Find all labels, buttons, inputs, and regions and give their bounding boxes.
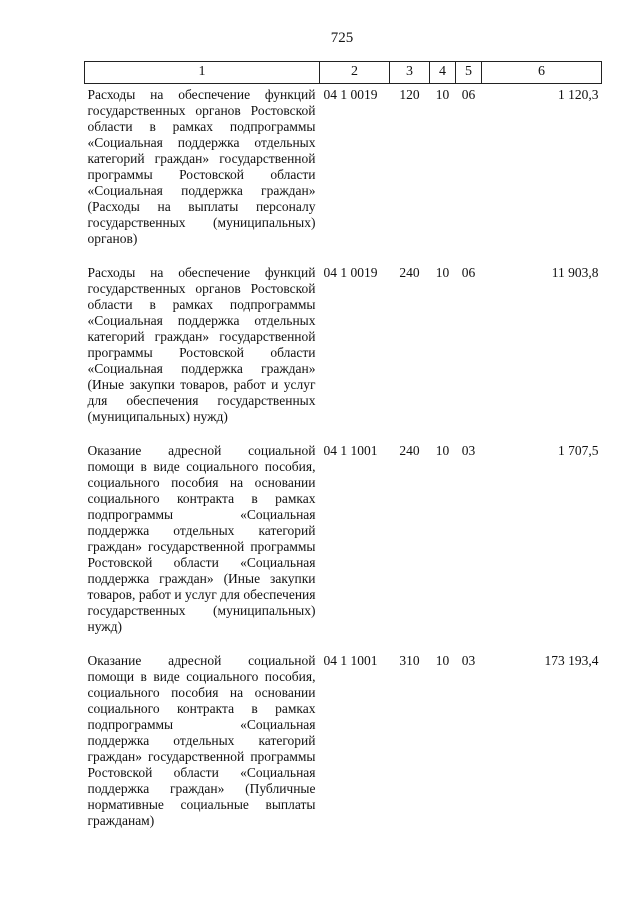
table-row (85, 439, 602, 649)
row-section: 10 (435, 265, 450, 280)
header-col-1: 1 (85, 62, 320, 84)
table-body (85, 84, 602, 844)
row-amount: 1 707,5 (558, 443, 599, 458)
row-subsection: 03 (461, 443, 476, 458)
row-description: Расходы на обеспечение функций государственных органов Ростовской области в рамках подпрограммы «Социальная поддержка отдельных категорий граждан» государственной программы Ростовской области «Социальная поддержка граждан» (Иные закупки товаров, работ и услуг для обеспечения государственных (муниципальных) нужд) (87, 265, 316, 424)
header-col-4: 4 (430, 62, 456, 84)
row-target-code: 04 1 0019 (323, 265, 378, 280)
header-col-3: 3 (390, 62, 430, 84)
budget-table (84, 61, 602, 843)
table-row (85, 84, 602, 262)
header-col-6: 6 (482, 62, 602, 84)
row-description: Оказание адресной социальной помощи в виде социального пособия, социального пособия на основании социального контракта в рамках подпрограммы «Социальная поддержка отдельных категорий граждан» государственной программы Ростовской области «Социальная поддержка граждан» (Публичные нормативные социальные выплаты гражданам) (87, 653, 316, 828)
row-target-code: 04 1 1001 (323, 653, 378, 668)
header-row (85, 62, 602, 84)
row-expense-type: 310 (399, 653, 420, 668)
row-amount: 173 193,4 (544, 653, 599, 668)
header-col-5: 5 (456, 62, 482, 84)
row-target-code: 04 1 1001 (323, 443, 378, 458)
row-section: 10 (435, 443, 450, 458)
table-row (85, 649, 602, 843)
row-section: 10 (435, 653, 450, 668)
row-expense-type: 240 (399, 443, 420, 458)
row-expense-type: 120 (399, 87, 420, 102)
table-row (85, 261, 602, 439)
page-number: 725 (330, 30, 354, 46)
table-header (85, 62, 602, 84)
row-amount: 1 120,3 (558, 87, 599, 102)
row-subsection: 06 (461, 265, 476, 280)
header-col-2: 2 (320, 62, 390, 84)
row-expense-type: 240 (399, 265, 420, 280)
row-amount: 11 903,8 (551, 265, 599, 280)
row-subsection: 06 (461, 87, 476, 102)
row-section: 10 (435, 87, 450, 102)
row-description: Оказание адресной социальной помощи в виде социального пособия, социального пособия на основании социального контракта в рамках подпрограммы «Социальная поддержка отдельных категорий граждан» государственной программы Ростовской области «Социальная поддержка граждан» (Иные закупки товаров, работ и услуг для обеспечения государственных (муниципальных) нужд) (87, 443, 316, 634)
row-subsection: 03 (461, 653, 476, 668)
row-target-code: 04 1 0019 (323, 87, 378, 102)
row-description: Расходы на обеспечение функций государственных органов Ростовской области в рамках подпрограммы «Социальная поддержка отдельных категорий граждан» государственной программы Ростовской области «Социальная поддержка граждан» (Расходы на выплаты персоналу государственных (муниципальных) органов) (87, 87, 316, 246)
